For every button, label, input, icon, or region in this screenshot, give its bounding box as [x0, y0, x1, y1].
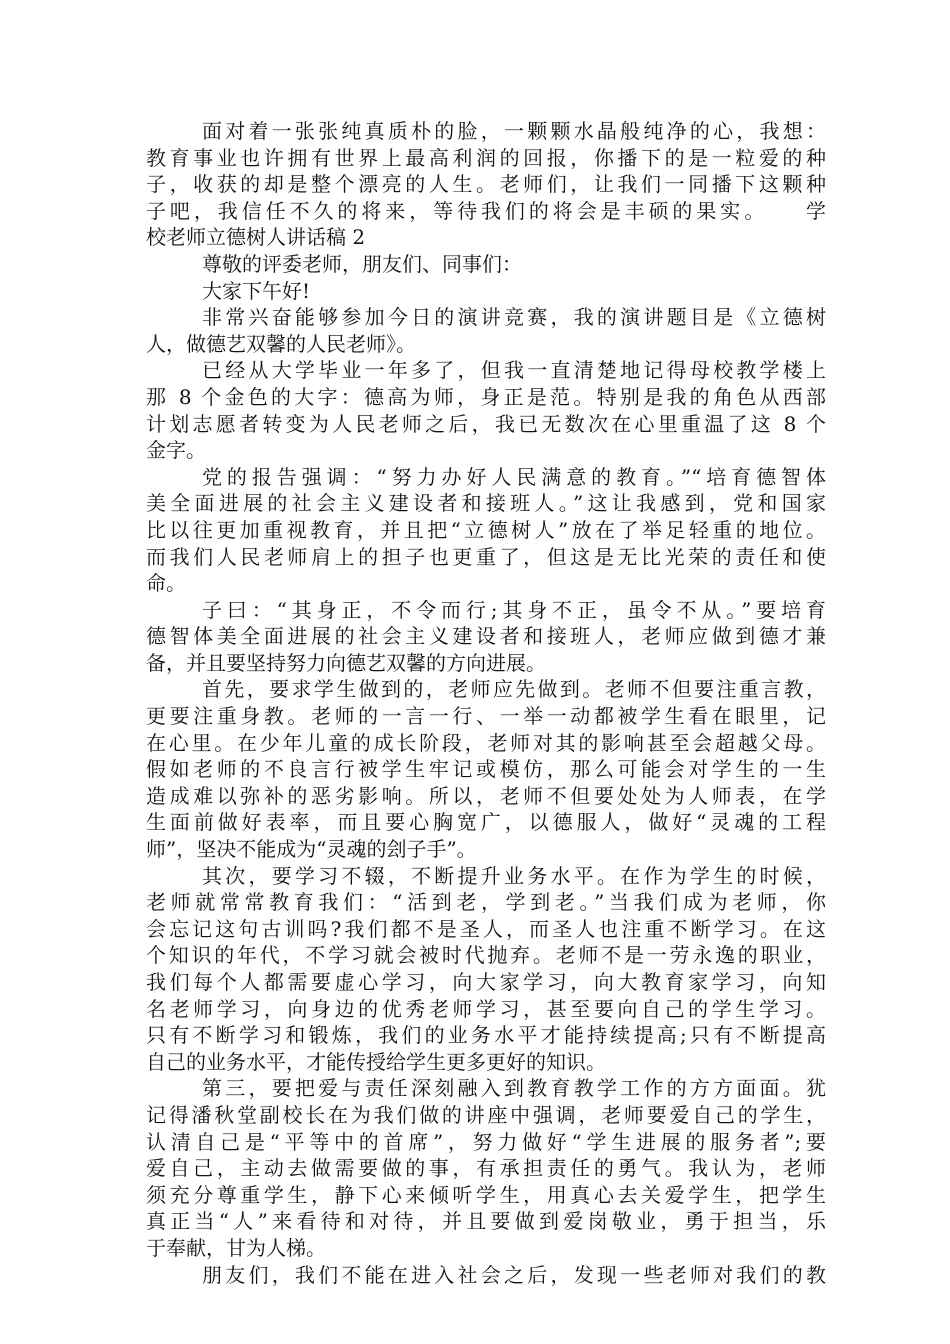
- text-line: 子曰：“其身正，不令而行;其身不正，虽令不从。”要培育: [202, 597, 826, 622]
- text-line: 非常兴奋能够参加今日的演讲竞赛，我的演讲题目是《立德树: [202, 305, 826, 330]
- text-line: 自己的业务水平，才能传授给学生更多更好的知识。: [146, 1049, 606, 1074]
- text-line: 命。: [146, 571, 186, 596]
- text-line: 假如老师的不良言行被学生牢记或模仿，那么可能会对学生的一生: [146, 757, 826, 782]
- text-line: 首先，要求学生做到的，老师应先做到。老师不但要注重言教，: [202, 677, 826, 702]
- text-line: 认清自己是“平等中的首席”，努力做好“学生进展的服务者”;要: [146, 1129, 826, 1154]
- text-line: 人，做德艺双馨的人民老师》。: [146, 331, 416, 356]
- text-line: 会忘记这句古训吗?我们都不是圣人，而圣人也注重不断学习。在这: [146, 916, 826, 941]
- text-line: 须充分尊重学生，静下心来倾听学生，用真心去关爱学生，把学生: [146, 1182, 826, 1207]
- text-line: 记得潘秋堂副校长在为我们做的讲座中强调，老师要爱自己的学生，: [146, 1102, 826, 1127]
- text-line: 其次，要学习不辍，不断提升业务水平。在作为学生的时候，: [202, 863, 826, 888]
- text-line: 爱自己，主动去做需要做的事，有承担责任的勇气。我认为，老师: [146, 1156, 826, 1181]
- text-line: 在心里。在少年儿童的成长阶段，老师对其的影响甚至会超越父母。: [146, 730, 826, 755]
- text-line: 我们每个人都需要虚心学习，向大家学习，向大教育家学习，向知: [146, 970, 826, 994]
- text-line: 第三，要把爱与责任深刻融入到教育教学工作的方方面面。犹: [202, 1076, 826, 1101]
- document-page: [146, 118, 826, 1288]
- text-line: 尊敬的评委老师，朋友们、同事们：: [202, 251, 522, 276]
- text-line: 美全面进展的社会主义建设者和接班人。”这让我感到，党和国家: [146, 491, 826, 516]
- text-line: 备，并且要坚持努力向德艺双馨的方向进展。: [146, 650, 546, 675]
- text-line: 已经从大学毕业一年多了，但我一直清楚地记得母校教学楼上: [202, 358, 826, 383]
- text-line: 大家下午好!: [202, 278, 311, 303]
- text-line: 而我们人民老师肩上的担子也更重了，但这是无比光荣的责任和使: [146, 544, 826, 569]
- text-line: 朋友们，我们不能在进入社会之后，发现一些老师对我们的教: [202, 1262, 826, 1287]
- text-line: 教育事业也许拥有世界上最高利润的回报，你播下的是一粒爱的种: [146, 145, 826, 170]
- text-line: 党的报告强调：“努力办好人民满意的教育。”“培育德智体: [202, 464, 826, 489]
- text-line: 个知识的年代，不学习就会被时代抛弃。老师不是一劳永逸的职业，: [146, 943, 826, 968]
- text-line: 名老师学习，向身边的优秀老师学习，甚至要向自己的学生学习。: [146, 996, 826, 1021]
- text-line: 面对着一张张纯真质朴的脸，一颗颗水晶般纯净的心，我想：: [202, 119, 826, 143]
- text-line: 子，收获的却是整个漂亮的人生。老师们，让我们一同播下这颗种: [146, 172, 826, 197]
- text-line: 比以往更加重视教育，并且把“立德树人”放在了举足轻重的地位。: [146, 517, 826, 542]
- text-line: 计划志愿者转变为人民老师之后，我已无数次在心里重温了这 8 个: [146, 411, 826, 436]
- text-line: 真正当“人”来看待和对待，并且要做到爱岗敬业，勇于担当，乐: [146, 1209, 826, 1234]
- text-line: 子吧，我信任不久的将来，等待我们的将会是丰硕的果实。 学: [146, 198, 826, 223]
- text-line: 师”，坚决不能成为“灵魂的刽子手”。: [146, 837, 477, 862]
- text-line: 只有不断学习和锻炼，我们的业务水平才能持续提高;只有不断提高: [146, 1023, 826, 1048]
- text-line: 生面前做好表率，而且要心胸宽广，以德服人，做好“灵魂的工程: [146, 810, 826, 835]
- text-line: 老师就常常教育我们：“活到老，学到老。”当我们成为老师，你: [146, 890, 826, 915]
- text-line: 校老师立德树人讲话稿 2: [146, 225, 366, 250]
- text-line: 更要注重身教。老师的一言一行、一举一动都被学生看在眼里，记: [146, 704, 826, 729]
- text-line: 于奉献，甘为人梯。: [146, 1235, 326, 1260]
- text-line: 那 8 个金色的大字：德高为师，身正是范。特别是我的角色从西部: [146, 384, 826, 409]
- text-line: 德智体美全面进展的社会主义建设者和接班人，老师应做到德才兼: [146, 624, 826, 649]
- text-line: 金字。: [146, 438, 206, 463]
- text-line: 造成难以弥补的恶劣影响。所以，老师不但要处处为人师表，在学: [146, 783, 826, 808]
